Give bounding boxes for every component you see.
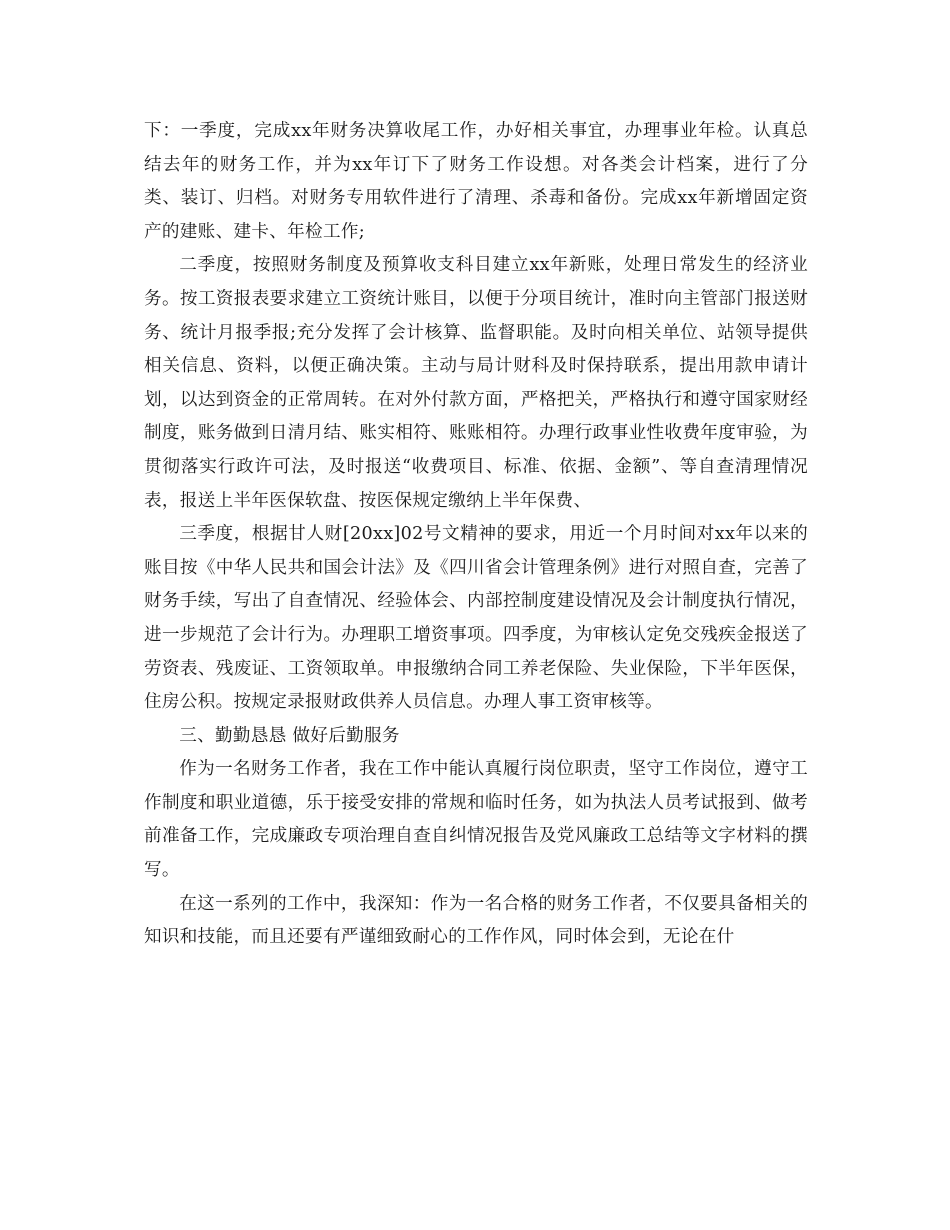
document-body <box>144 115 808 955</box>
paragraph-q1-continuation: 下：一季度，完成xx年财务决算收尾工作，办好相关事宜，办理事业年检。认真总结去年的财务工作，并为xx年订下了财务工作设想。对各类会计档案，进行了分类、装订、归档。对财务专用软件进行了清理、杀毒和备份。完成xx年新增固定资产的建账、建卡、年检工作; <box>144 121 808 242</box>
paragraph-q3-q4: 三季度，根据甘人财[20xx]02号文精神的要求，用近一个月时间对xx年以来的账目按《中华人民共和国会计法》及《四川省会计管理条例》进行对照自查，完善了财务手续，写出了自查情况、经验体会、内部控制度建设情况及会计制度执行情况，进一步规范了会计行为。办理职工增资事项。四季度，为审核认定免交残疾金报送了劳资表、残废证、工资领取单。申报缴纳合同工养老保险、失业保险，下半年医保，住房公积。按规定录报财政供养人员信息。办理人事工资审核等。 <box>144 524 808 713</box>
paragraph-duties: 作为一名财务工作者，我在工作中能认真履行岗位职责，坚守工作岗位，遵守工作制度和职业道德，乐于接受安排的常规和临时任务，如为执法人员考试报到、做考前准备工作，完成廉政专项治理自查自纠情况报告及党风廉政工总结等文字材料的撰写。 <box>144 759 808 881</box>
section-heading-3: 三、勤勤恳恳 做好后勤服务 <box>179 725 400 746</box>
paragraph-reflection: 在这一系列的工作中，我深知：作为一名合格的财务工作者，不仅要具备相关的知识和技能，而且还要有严谨细致耐心的工作作风，同时体会到，无论在什 <box>144 893 808 948</box>
paragraph-q2: 二季度，按照财务制度及预算收支科目建立xx年新账，处理日常发生的经济业务。按工资报表要求建立工资统计账目，以便于分项目统计，准时向主管部门报送财务、统计月报季报;充分发挥了会计核算、监督职能。及时向相关单位、站领导提供相关信息、资料，以便正确决策。主动与局计财科及时保持联系，提出用款申请计划，以达到资金的正常周转。在对外付款方面，严格把关，严格执行和遵守国家财经制度，账务做到日清月结、账实相符、账账相符。办理行政事业性收费年度审验，为贯彻落实行政许可法，及时报送“收费项目、标准、依据、金额”、等自查清理情况表，报送上半年医保软盘、按医保规定缴纳上半年保费、 <box>144 255 808 511</box>
